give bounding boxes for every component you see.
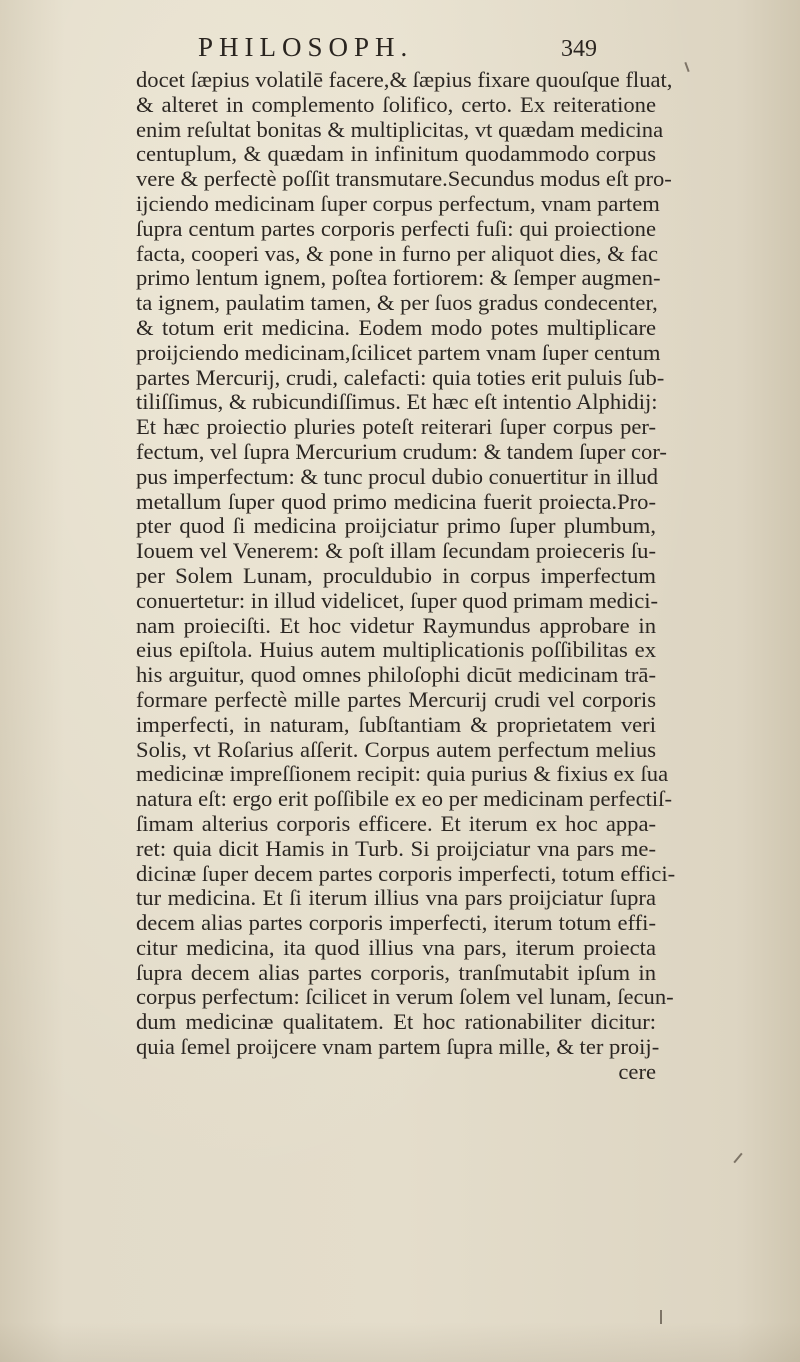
text-line: ſimam alterius corporis efficere. Et iterum ex hoc appa- (136, 810, 656, 836)
page-header (0, 30, 800, 70)
text-line: per Solem Lunam, proculdubio in corpus imperfectum (136, 562, 656, 588)
text-line: Solis, vt Roſarius aſſerit. Corpus autem perfectum melius (136, 736, 656, 762)
text-line: dicinæ ſuper decem partes corporis imperfecti, totum effici- (136, 860, 676, 886)
text-line: fectum, vel ſupra Mercurium crudum: & tandem ſuper cor- (136, 438, 667, 464)
text-line: ta ignem, paulatim tamen, & per ſuos gradus condecenter, (136, 290, 658, 316)
margin-mark (733, 1153, 742, 1163)
text-line: ret: quia dicit Hamis in Turb. Si proijciatur vna pars me- (136, 835, 656, 861)
text-line: partes Mercurij, crudi, calefacti: quia toties erit puluis ſub- (136, 364, 665, 390)
text-line: ſupra decem alias partes corporis, tranſmutabit ipſum in (136, 959, 656, 985)
text-line: tiliſſimus, & rubicundiſſimus. Et hæc eſt intentio Alphidij: (136, 389, 658, 415)
text-line: proijciendo medicinam,ſcilicet partem vnam ſuper centum (136, 339, 661, 365)
text-line: citur medicina, ita quod illius vna pars, iterum proiecta (136, 934, 656, 960)
text-line: imperfecti, in naturam, ſubſtantiam & proprietatem veri (136, 711, 656, 737)
text-line: nam proieciſti. Et hoc videtur Raymundus approbare in (136, 612, 656, 638)
text-line: pus imperfectum: & tunc procul dubio conuertitur in illud (136, 463, 659, 489)
text-line: vere & perfectè poſſit transmutare.Secundus modus eſt pro- (136, 166, 672, 192)
text-line: medicinæ impreſſionem recipit: quia purius & fixius ex ſua (136, 761, 669, 787)
text-line: eius epiſtola. Huius autem multiplicationis poſſibilitas ex (136, 637, 656, 663)
text-line: formare perfectè mille partes Mercurij crudi vel corporis (136, 686, 656, 712)
text-line: metallum ſuper quod primo medicina fuerit proiecta.Pro- (136, 488, 656, 514)
text-line: natura eſt: ergo erit poſſibile ex eo per medicinam perfectiſ- (136, 786, 672, 812)
text-line: his arguitur, quod omnes philoſophi dicūt medicinam trā- (136, 662, 656, 688)
text-line: facta, cooperi vas, & pone in furno per aliquot dies, & fac (136, 240, 658, 266)
running-head: PHILOSOPH. (198, 32, 414, 62)
text-line: Iouem vel Venerem: & poſt illam ſecundam proieceris ſu- (136, 538, 656, 564)
text-line: ſupra centum partes corporis perfecti fuſi: qui proiectione (136, 215, 656, 241)
page-number: 349 (561, 36, 597, 62)
text-line: & alteret in complemento ſolifico, certo. Ex reiteratione (136, 91, 656, 117)
text-line: pter quod ſi medicina proijciatur primo ſuper plumbum, (136, 513, 656, 539)
text-line: decem alias partes corporis imperfecti, iterum totum effi- (136, 910, 656, 936)
catchword: cere (618, 1058, 656, 1084)
text-line: conuertetur: in illud videlicet, ſuper quod primam medici- (136, 587, 659, 613)
text-line: centuplum, & quædam in infinitum quodammodo corpus (136, 141, 656, 167)
text-line: corpus perfectum: ſcilicet in verum ſolem vel lunam, ſecun- (136, 984, 674, 1010)
text-line: Et hæc proiectio pluries poteſt reiterari ſuper corpus per- (136, 414, 656, 440)
text-line: docet ſæpius volatilē facere,& ſæpius fixare quouſque fluat, (136, 67, 673, 92)
text-line: & totum erit medicina. Eodem modo potes multiplicare (136, 314, 656, 340)
page-shadow (0, 1322, 800, 1362)
text-line: ijciendo medicinam ſuper corpus perfectum, vnam partem (136, 190, 660, 216)
text-line: tur medicina. Et ſi iterum illius vna pars proijciatur ſupra (136, 885, 656, 911)
text-line: dum medicinæ qualitatem. Et hoc rationabiliter dicitur: (136, 1009, 656, 1035)
text-line: enim reſultat bonitas & multiplicitas, vt quædam medicina (136, 116, 664, 142)
text-line: primo lentum ignem, poſtea fortiorem: & ſemper augmen- (136, 265, 661, 291)
body-text (136, 67, 676, 1085)
text-line: quia ſemel proijcere vnam partem ſupra mille, & ter proij- (136, 1034, 660, 1060)
